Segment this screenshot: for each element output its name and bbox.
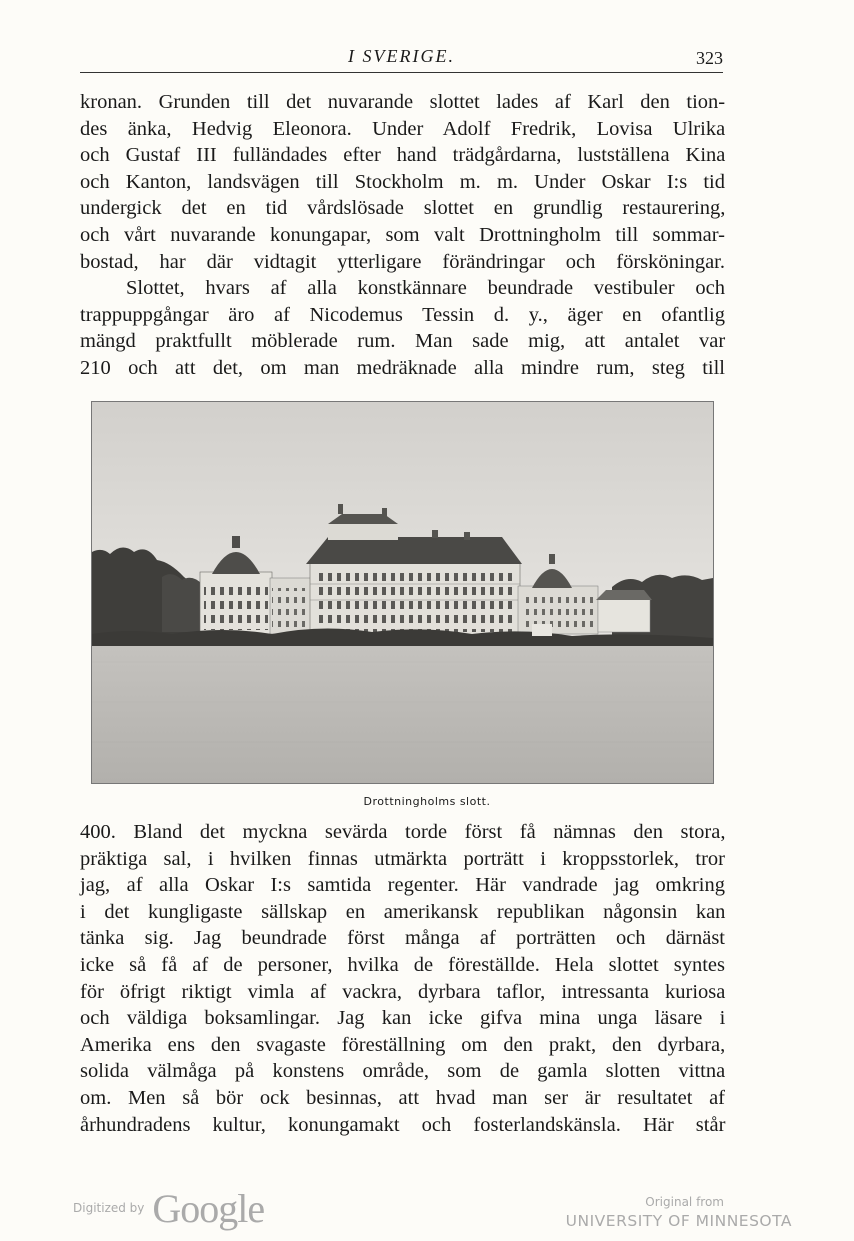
castle-photograph (91, 401, 714, 784)
page-header (80, 46, 723, 74)
text-line: om. Men så bör ock besinnas, att hvad man ser är resultatet af (80, 1086, 725, 1109)
text-line: tänka sig. Jag beundrade först många af porträtten och därnäst (80, 927, 725, 950)
body-text-bottom (80, 819, 725, 1138)
text-line: präktiga sal, i hvilken finnas utmärkta porträtt i kroppsstorlek, tror (80, 847, 725, 870)
text-line: och Kanton, landsvägen till Stockholm m. m. Under Oskar I:s tid (80, 170, 725, 193)
original-from-label: Original from (645, 1195, 724, 1209)
figure-caption: Drottningholms slott. (363, 795, 491, 808)
text-line: och vårt nuvarande konungapar, som valt Drottningholm till sommar- (80, 223, 725, 246)
text-line: undergick det en tid vårdslösade slottet en grundlig restaurering, (80, 197, 726, 220)
text-line: mängd praktfullt möblerade rum. Man sade mig, att antalet var (80, 330, 726, 353)
text-line: kronan. Grunden till det nuvarande slottet lades af Karl den tion- (80, 91, 726, 113)
text-line: solida välmåga på konstens område, som de gamla slotten vittna (80, 1060, 726, 1083)
library-watermark (566, 1195, 792, 1230)
body-text-top (80, 89, 725, 382)
text-line: och Gustaf III fulländades efter hand trädgårdarna, lustställena Kina (80, 144, 726, 167)
text-line: des änka, Hedvig Eleonora. Under Adolf Fredrik, Lovisa Ulrika (80, 117, 726, 140)
text-line: i det kungligaste sällskap en amerikansk republikan någonsin kan (80, 900, 726, 923)
digitized-by-watermark (73, 1185, 265, 1231)
text-line-paragraph-start: Slottet, hvars af alla konstkännare beundrade vestibuler och (126, 277, 725, 300)
google-logo: Google (152, 1185, 265, 1231)
header-rule (80, 72, 723, 73)
digitized-label: Digitized by (73, 1201, 145, 1215)
running-head: I SVERIGE. (348, 46, 455, 66)
page-number: 323 (696, 48, 723, 68)
text-line: och väldiga boksamlingar. Jag kan icke gifva mina unga läsare i (80, 1007, 726, 1030)
text-line: 210 och att det, om man medräknade alla mindre rum, steg till (80, 356, 725, 379)
text-line: trappuppgångar äro af Nicodemus Tessin d. y., äger en ofantlig (80, 303, 725, 326)
text-line: jag, af alla Oskar I:s samtida regenter. Här vandrade jag omkring (80, 874, 725, 897)
library-name: UNIVERSITY OF MINNESOTA (565, 1212, 792, 1230)
text-line: Amerika ens den svagaste föreställning om den prakt, den dyrbara, (80, 1033, 726, 1056)
text-line: 400. Bland det myckna sevärda torde först få nämnas den stora, (80, 821, 726, 843)
text-line: bostad, har där vidtagit ytterligare förändringar och försköningar. (80, 250, 725, 273)
text-line: icke så få af de personer, hvilka de föreställde. Hela slottet syntes (80, 953, 725, 976)
text-line: för öfrigt riktigt vimla af vackra, dyrbara taflor, intressanta kuriosa (80, 980, 726, 1003)
text-line: århundradens kultur, konungamakt och fosterlandskänsla. Här står (80, 1113, 726, 1136)
